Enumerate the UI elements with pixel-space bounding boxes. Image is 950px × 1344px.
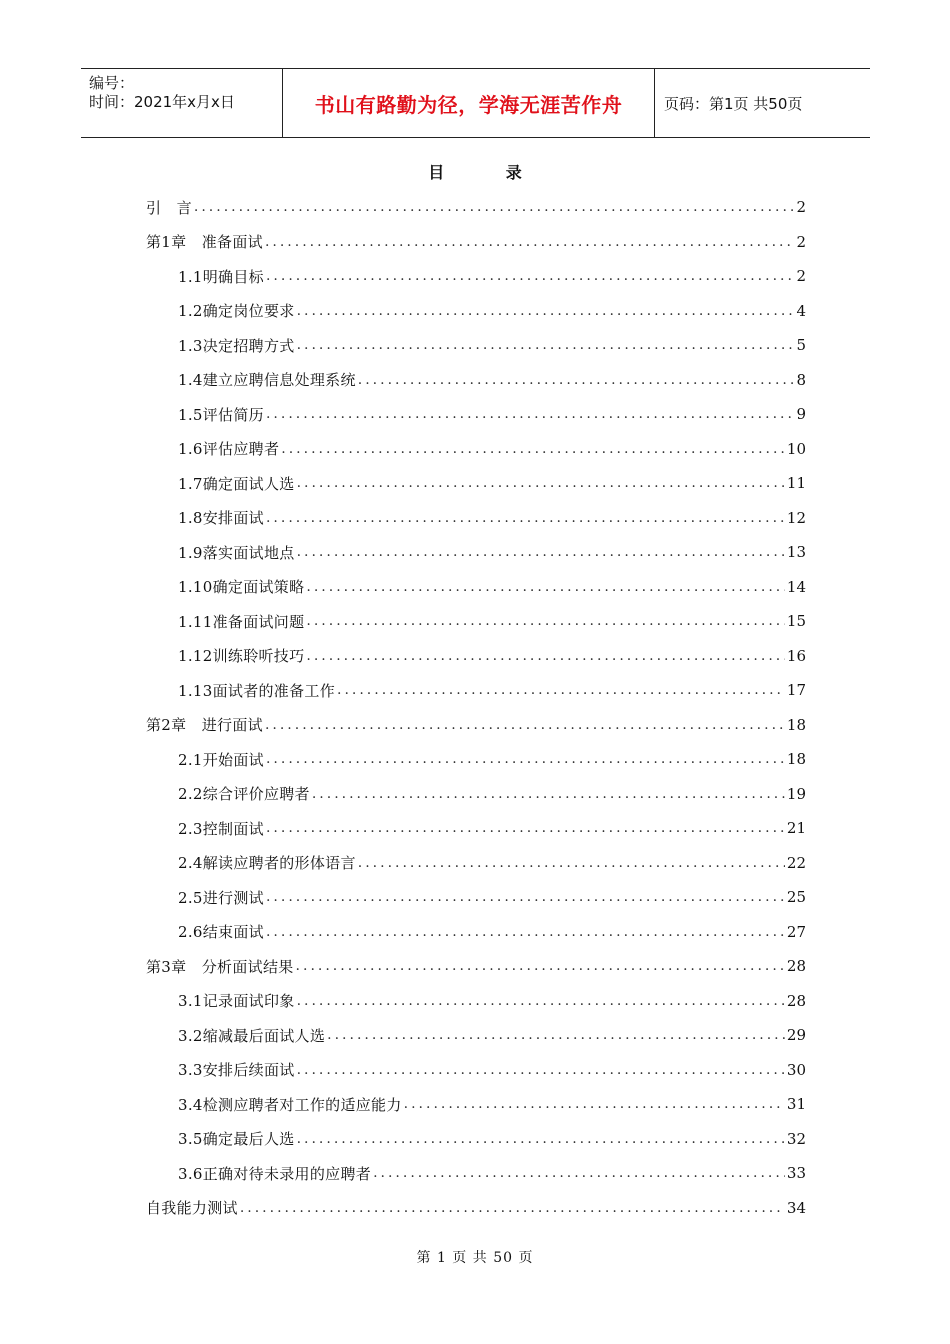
toc-leader-dots — [297, 544, 785, 560]
toc-entry[interactable] — [146, 294, 806, 329]
toc-entry[interactable] — [146, 501, 806, 536]
toc-entry-title: 2.3控制面试 — [178, 819, 264, 838]
toc-entry-page: 22 — [786, 853, 806, 872]
toc-leader-dots — [281, 441, 785, 457]
toc-entry[interactable] — [146, 397, 806, 432]
toc-entry-page: 2 — [796, 232, 806, 251]
toc-entry[interactable] — [146, 949, 806, 984]
toc-leader-dots — [306, 613, 785, 629]
toc-entry[interactable] — [146, 777, 806, 812]
page-footer: 第 1 页 共 50 页 — [416, 1250, 534, 1266]
toc-entry-title: 1.5评估简历 — [178, 405, 264, 424]
toc-entry[interactable] — [146, 259, 806, 294]
toc-entry[interactable] — [146, 190, 806, 225]
toc-entry-page: 18 — [786, 750, 806, 769]
toc-entry-title: 2.2综合评价应聘者 — [178, 785, 310, 804]
toc-leader-dots — [194, 199, 795, 215]
toc-entry-page: 34 — [786, 1198, 806, 1217]
toc-title: 目 录 — [428, 163, 550, 182]
toc-entry-page: 4 — [796, 301, 806, 320]
toc-leader-dots — [358, 372, 795, 388]
toc-leader-dots — [266, 510, 785, 526]
toc-entry-title: 第3章 分析面试结果 — [146, 957, 294, 976]
toc-leader-dots — [306, 579, 785, 595]
toc-entry-title: 3.6正确对待未录用的应聘者 — [178, 1164, 372, 1183]
toc-entry-title: 2.5进行测试 — [178, 888, 264, 907]
table-of-contents — [146, 190, 806, 1225]
header-motto-cell — [283, 69, 655, 137]
toc-entry[interactable] — [146, 880, 806, 915]
toc-entry-page: 21 — [786, 819, 806, 838]
toc-entry[interactable] — [146, 846, 806, 881]
toc-leader-dots — [297, 337, 795, 353]
toc-entry-title: 1.1明确目标 — [178, 267, 264, 286]
toc-leader-dots — [296, 958, 785, 974]
toc-leader-dots — [266, 751, 785, 767]
toc-entry-title: 1.8安排面试 — [178, 509, 264, 528]
motto-text: 书山有路勤为径，学海无涯苦作舟 — [314, 92, 623, 117]
toc-entry[interactable] — [146, 1156, 806, 1191]
toc-entry-page: 17 — [786, 681, 806, 700]
toc-entry[interactable] — [146, 604, 806, 639]
toc-entry-page: 30 — [786, 1060, 806, 1079]
toc-leader-dots — [297, 993, 785, 1009]
toc-leader-dots — [266, 924, 785, 940]
header-page-cell — [655, 69, 870, 137]
toc-entry[interactable] — [146, 1053, 806, 1088]
toc-entry-title: 1.2确定岗位要求 — [178, 302, 295, 321]
doc-date: 时间：2021年x月x日 — [89, 93, 235, 111]
toc-entry-page: 12 — [786, 508, 806, 527]
toc-entry-page: 18 — [786, 715, 806, 734]
toc-entry-title: 1.4建立应聘信息处理系统 — [178, 371, 356, 390]
toc-entry-title: 第2章 进行面试 — [146, 716, 263, 735]
toc-entry-page: 8 — [796, 370, 806, 389]
toc-entry[interactable] — [146, 225, 806, 260]
toc-entry-title: 3.2缩减最后面试人选 — [178, 1026, 326, 1045]
toc-entry-title: 第1章 准备面试 — [146, 233, 263, 252]
toc-entry-title: 1.13面试者的准备工作 — [178, 681, 335, 700]
toc-entry-page: 5 — [796, 336, 806, 355]
toc-leader-dots — [266, 268, 794, 284]
toc-entry-page: 2 — [796, 267, 806, 286]
toc-entry[interactable] — [146, 708, 806, 743]
toc-entry-title: 1.11准备面试问题 — [178, 612, 305, 631]
toc-entry[interactable] — [146, 1191, 806, 1226]
header-info-cell — [81, 69, 283, 137]
toc-entry-page: 2 — [796, 198, 806, 217]
toc-entry-title: 1.7确定面试人选 — [178, 474, 295, 493]
toc-entry-page: 9 — [796, 405, 806, 424]
toc-leader-dots — [297, 303, 795, 319]
toc-leader-dots — [337, 682, 785, 698]
toc-entry[interactable] — [146, 673, 806, 708]
toc-entry-page: 25 — [786, 888, 806, 907]
toc-entry-page: 29 — [786, 1026, 806, 1045]
toc-leader-dots — [266, 820, 785, 836]
toc-entry-page: 11 — [786, 474, 806, 493]
toc-entry-title: 3.1记录面试印象 — [178, 992, 295, 1011]
toc-entry[interactable] — [146, 1122, 806, 1157]
toc-entry-page: 28 — [786, 991, 806, 1010]
toc-leader-dots — [404, 1096, 785, 1112]
toc-entry[interactable] — [146, 639, 806, 674]
toc-entry[interactable] — [146, 1018, 806, 1053]
toc-entry-page: 13 — [786, 543, 806, 562]
toc-entry[interactable] — [146, 466, 806, 501]
toc-entry-title: 3.5确定最后人选 — [178, 1130, 295, 1149]
toc-entry-title: 自我能力测试 — [146, 1199, 238, 1218]
toc-entry-page: 33 — [786, 1164, 806, 1183]
toc-entry-page: 32 — [786, 1129, 806, 1148]
toc-leader-dots — [306, 648, 785, 664]
toc-leader-dots — [266, 406, 794, 422]
toc-entry-page: 31 — [786, 1095, 806, 1114]
toc-entry[interactable] — [146, 742, 806, 777]
toc-entry[interactable] — [146, 432, 806, 467]
page-header — [81, 68, 870, 138]
doc-number: 编号： — [89, 74, 135, 92]
toc-entry[interactable] — [146, 984, 806, 1019]
toc-entry[interactable] — [146, 535, 806, 570]
toc-entry[interactable] — [146, 328, 806, 363]
toc-leader-dots — [327, 1027, 785, 1043]
toc-leader-dots — [265, 717, 785, 733]
toc-entry-title: 3.3安排后续面试 — [178, 1061, 295, 1080]
toc-entry[interactable] — [146, 570, 806, 605]
toc-leader-dots — [266, 889, 785, 905]
toc-entry[interactable] — [146, 1087, 806, 1122]
toc-entry[interactable] — [146, 363, 806, 398]
toc-entry-title: 1.6评估应聘者 — [178, 440, 280, 459]
toc-entry[interactable] — [146, 811, 806, 846]
toc-leader-dots — [240, 1200, 785, 1216]
toc-entry-page: 15 — [786, 612, 806, 631]
toc-entry-title: 1.9落实面试地点 — [178, 543, 295, 562]
toc-entry-title: 2.4解读应聘者的形体语言 — [178, 854, 356, 873]
toc-entry-title: 引 言 — [146, 198, 192, 217]
toc-entry-title: 1.3决定招聘方式 — [178, 336, 295, 355]
toc-leader-dots — [297, 475, 785, 491]
toc-entry-title: 1.12训练聆听技巧 — [178, 647, 305, 666]
toc-entry[interactable] — [146, 915, 806, 950]
toc-entry-title: 2.6结束面试 — [178, 923, 264, 942]
toc-leader-dots — [265, 234, 795, 250]
toc-entry-page: 14 — [786, 577, 806, 596]
toc-leader-dots — [358, 855, 785, 871]
toc-entry-title: 3.4检测应聘者对工作的适应能力 — [178, 1095, 402, 1114]
toc-entry-page: 27 — [786, 922, 806, 941]
toc-leader-dots — [373, 1165, 785, 1181]
toc-entry-title: 2.1开始面试 — [178, 750, 264, 769]
toc-entry-page: 16 — [786, 646, 806, 665]
toc-entry-page: 10 — [786, 439, 806, 458]
toc-entry-page: 19 — [786, 784, 806, 803]
toc-leader-dots — [312, 786, 785, 802]
toc-leader-dots — [297, 1131, 785, 1147]
toc-entry-page: 28 — [786, 957, 806, 976]
toc-leader-dots — [297, 1062, 785, 1078]
page-code: 页码：第1页 共50页 — [664, 94, 803, 113]
toc-entry-title: 1.10确定面试策略 — [178, 578, 305, 597]
